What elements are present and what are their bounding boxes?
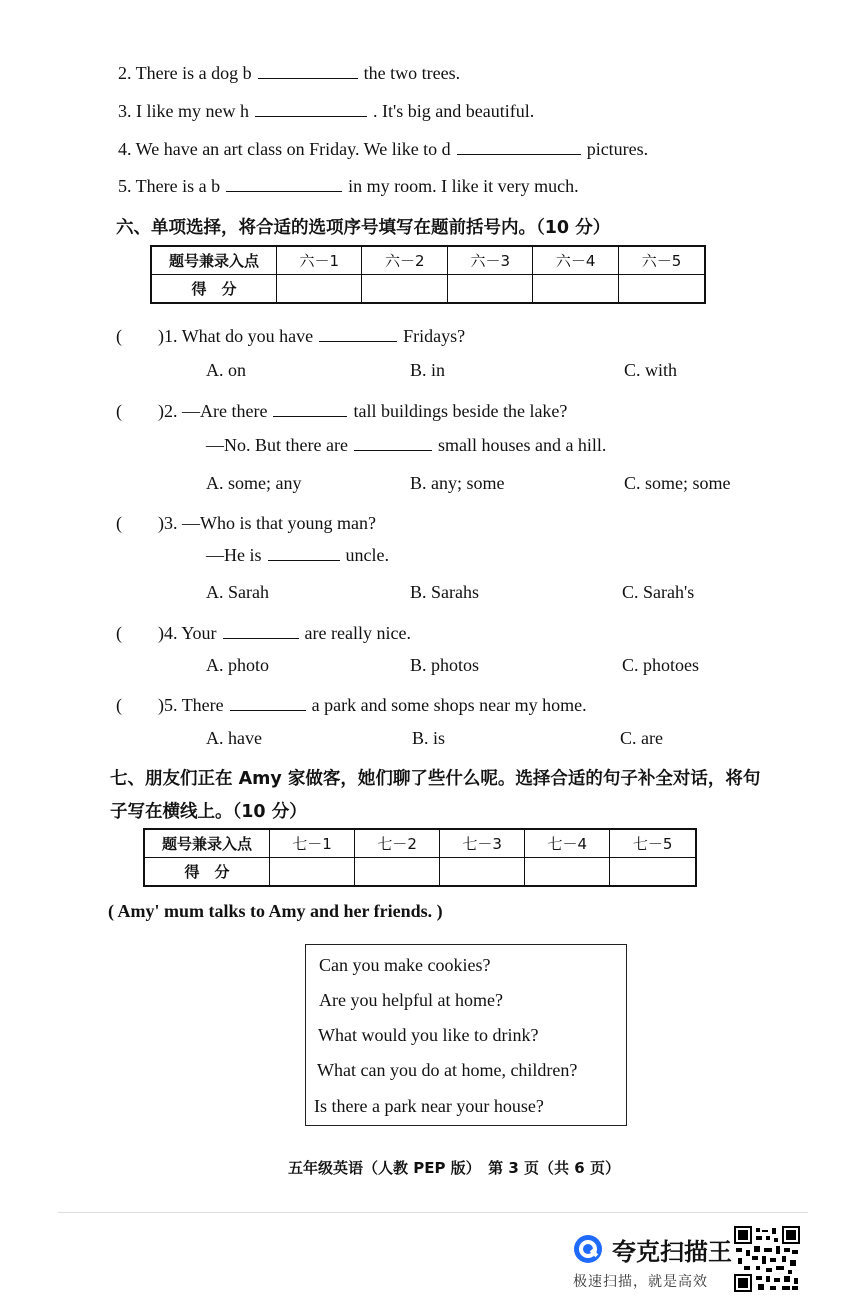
question-stem: Your bbox=[181, 623, 217, 643]
section6-score-table bbox=[150, 245, 706, 304]
page-footer: 五年级英语（人教 PEP 版） 第 3 页（共 6 页） bbox=[288, 1159, 620, 1177]
option-c: C. are bbox=[620, 728, 663, 748]
fill-line-4 bbox=[118, 139, 648, 160]
question-1 bbox=[116, 322, 465, 348]
answer-blank[interactable] bbox=[226, 190, 342, 192]
answer-paren[interactable]: ( ) bbox=[116, 695, 164, 715]
table-header-label: 题号兼录入点 bbox=[144, 829, 270, 858]
option-b: B. Sarahs bbox=[410, 582, 479, 602]
choice-sentence: Are you helpful at home? bbox=[319, 990, 503, 1010]
qr-code-icon bbox=[734, 1226, 800, 1292]
score-cell[interactable] bbox=[533, 275, 618, 304]
score-cell[interactable] bbox=[362, 275, 447, 304]
score-cell[interactable] bbox=[440, 858, 525, 887]
sentence-choice-box bbox=[305, 944, 627, 1126]
table-col-header: 七－1 bbox=[270, 829, 355, 858]
question-stem: tall buildings beside the lake? bbox=[353, 401, 568, 421]
option-a: A. have bbox=[206, 728, 262, 748]
question-stem: Fridays? bbox=[403, 326, 466, 346]
option-a: A. Sarah bbox=[206, 582, 269, 602]
option-b: B. is bbox=[412, 728, 446, 748]
watermark-logo-icon bbox=[572, 1233, 604, 1265]
answer-blank bbox=[354, 449, 432, 451]
choice-sentence: What would you like to drink? bbox=[318, 1025, 539, 1045]
choice-sentence: Is there a park near your house? bbox=[314, 1096, 544, 1116]
question-3 bbox=[116, 509, 376, 535]
question-2-reply bbox=[206, 435, 606, 456]
fill-line-text: . It's big and beautiful. bbox=[372, 101, 535, 121]
section6-heading: 六、单项选择，将合适的选项序号填写在题前括号内。（10 分） bbox=[116, 218, 611, 238]
option-c: C. with bbox=[624, 360, 678, 380]
table-col-header: 六－4 bbox=[533, 246, 618, 275]
answer-blank[interactable] bbox=[255, 115, 367, 117]
watermark-brand: 夸克扫描王 bbox=[612, 1238, 732, 1266]
question-stem: are really nice. bbox=[304, 623, 411, 643]
table-col-header: 七－4 bbox=[525, 829, 610, 858]
option-a: A. photo bbox=[206, 655, 269, 675]
question-stem: a park and some shops near my home. bbox=[311, 695, 587, 715]
fill-line-2 bbox=[118, 63, 460, 84]
question-stem: —He is bbox=[206, 545, 262, 565]
answer-blank bbox=[273, 415, 347, 417]
option-b: B. in bbox=[410, 360, 446, 380]
option-a: A. some; any bbox=[206, 473, 302, 493]
answer-blank bbox=[319, 340, 397, 342]
divider bbox=[58, 1212, 808, 1213]
question-2 bbox=[116, 397, 567, 423]
option-c: C. Sarah's bbox=[622, 582, 695, 602]
section7-heading-line1: 七、朋友们正在 Amy 家做客，她们聊了些什么呢。选择合适的句子补全对话，将句 bbox=[110, 769, 761, 789]
question-stem: —Are there bbox=[182, 401, 268, 421]
fill-line-text: 3. I like my new h bbox=[118, 101, 249, 121]
question-number: 1. bbox=[164, 326, 178, 346]
section7-score-table bbox=[143, 828, 697, 887]
answer-blank[interactable] bbox=[457, 153, 581, 155]
question-stem: What do you have bbox=[181, 326, 314, 346]
answer-blank[interactable] bbox=[258, 77, 358, 79]
table-score-label: 得 分 bbox=[144, 858, 270, 887]
choice-sentence: What can you do at home, children? bbox=[317, 1060, 578, 1080]
answer-blank bbox=[230, 709, 306, 711]
question-number: 3. bbox=[164, 513, 178, 533]
answer-paren[interactable]: ( ) bbox=[116, 401, 164, 421]
table-col-header: 六－1 bbox=[277, 246, 362, 275]
question-stem: small houses and a hill. bbox=[437, 435, 607, 455]
question-stem: uncle. bbox=[345, 545, 389, 565]
question-number: 4. bbox=[164, 623, 178, 643]
question-number: 2. bbox=[164, 401, 178, 421]
score-cell[interactable] bbox=[618, 275, 705, 304]
fill-line-text: 2. There is a dog b bbox=[118, 63, 252, 83]
option-c: C. photoes bbox=[622, 655, 700, 675]
option-b: B. photos bbox=[410, 655, 480, 675]
table-header-label: 题号兼录入点 bbox=[151, 246, 277, 275]
answer-paren[interactable]: ( ) bbox=[116, 326, 164, 346]
fill-line-text: the two trees. bbox=[363, 63, 461, 83]
fill-line-text: in my room. I like it very much. bbox=[348, 176, 579, 196]
question-number: 5. bbox=[164, 695, 178, 715]
score-cell[interactable] bbox=[277, 275, 362, 304]
table-col-header: 六－5 bbox=[618, 246, 705, 275]
question-5 bbox=[116, 691, 587, 717]
score-cell[interactable] bbox=[525, 858, 610, 887]
fill-line-5 bbox=[118, 176, 579, 197]
question-stem: —No. But there are bbox=[206, 435, 348, 455]
answer-paren[interactable]: ( ) bbox=[116, 623, 164, 643]
score-cell[interactable] bbox=[610, 858, 696, 887]
question-stem: —Who is that young man? bbox=[182, 513, 376, 533]
score-cell[interactable] bbox=[447, 275, 532, 304]
answer-paren[interactable]: ( ) bbox=[116, 513, 164, 533]
question-stem: There bbox=[181, 695, 224, 715]
option-b: B. any; some bbox=[410, 473, 505, 493]
answer-blank bbox=[268, 559, 340, 561]
score-cell[interactable] bbox=[270, 858, 355, 887]
table-col-header: 七－2 bbox=[355, 829, 440, 858]
table-col-header: 七－3 bbox=[440, 829, 525, 858]
dialogue-context: ( Amy' mum talks to Amy and her friends. ) bbox=[108, 901, 443, 921]
choice-sentence: Can you make cookies? bbox=[319, 955, 491, 975]
watermark-slogan: 极速扫描，就是高效 bbox=[573, 1274, 708, 1290]
section7-heading-line2: 子写在横线上。（10 分） bbox=[110, 802, 307, 822]
table-score-label: 得 分 bbox=[151, 275, 277, 304]
question-3-reply bbox=[206, 545, 389, 566]
table-col-header: 六－2 bbox=[362, 246, 447, 275]
fill-line-text: pictures. bbox=[586, 139, 649, 159]
fill-line-3 bbox=[118, 101, 534, 122]
question-4 bbox=[116, 619, 411, 645]
answer-blank bbox=[223, 637, 299, 639]
option-c: C. some; some bbox=[624, 473, 731, 493]
option-a: A. on bbox=[206, 360, 246, 380]
table-col-header: 六－3 bbox=[447, 246, 532, 275]
table-col-header: 七－5 bbox=[610, 829, 696, 858]
score-cell[interactable] bbox=[355, 858, 440, 887]
fill-line-text: 5. There is a b bbox=[118, 176, 221, 196]
fill-line-text: 4. We have an art class on Friday. We like to d bbox=[118, 139, 451, 159]
